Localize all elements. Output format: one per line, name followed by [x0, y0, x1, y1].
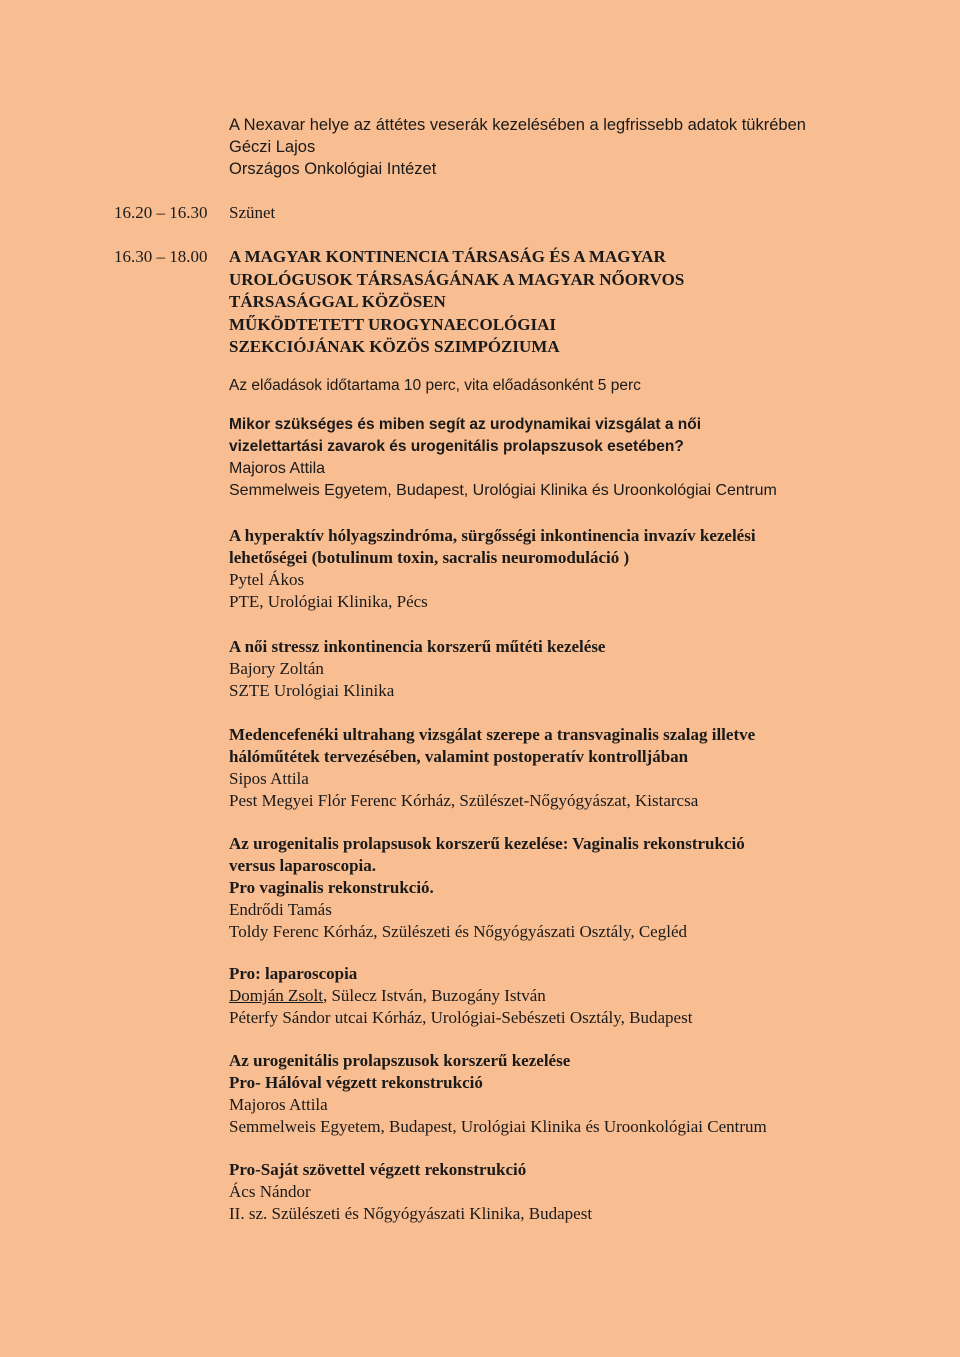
symposium-title-line: SZEKCIÓJÁNAK KÖZÖS SZIMPÓZIUMA — [229, 337, 560, 356]
talk-title: Pro vaginalis rekonstrukció. — [229, 878, 434, 897]
talk-speaker: Bajory Zoltán — [229, 659, 324, 678]
talk-speaker: Sipos Attila — [229, 769, 309, 788]
talk-item — [229, 963, 869, 1029]
talk-title: Pro: laparoscopia — [229, 964, 358, 983]
break-label — [229, 202, 929, 224]
symposium-title-line: UROLÓGUSOK TÁRSASÁGÁNAK A MAGYAR NŐORVOS — [229, 269, 685, 289]
talk-institution: Péterfy Sándor utcai Kórház, Urológiai-Sebészeti Osztály, Budapest — [229, 1008, 693, 1027]
talk-institution: II. sz. Szülészeti és Nőgyógyászati Klinika, Budapest — [229, 1204, 593, 1223]
talk-speaker: Majoros Attila — [229, 460, 326, 477]
symposium-title-line: A MAGYAR KONTINENCIA TÁRSASÁG ÉS A MAGYAR — [229, 247, 666, 266]
symposium-title-line: TÁRSASÁGGAL KÖZÖSEN — [229, 292, 446, 311]
symposium-note: Az előadások időtartama 10 perc, vita előadásonként 5 perc — [229, 377, 641, 394]
talk-item — [229, 724, 869, 812]
talk-title: Az urogenitális prolapszusok korszerű kezelése — [229, 1051, 571, 1070]
talk-title: A Nexavar helye az áttétes veserák kezelésében a legfrissebb adatok tükrében — [229, 116, 806, 134]
talk-item — [229, 1050, 869, 1138]
talk-title: Medencefenéki ultrahang vizsgálat szerepe a transvaginalis szalag illetve — [229, 725, 756, 744]
talk-title: Pro-Saját szövettel végzett rekonstrukció — [229, 1160, 527, 1179]
talk-speakers — [229, 985, 869, 1007]
intro-talk — [229, 114, 929, 180]
talk-speaker-coauthors: , Sülecz István, Buzogány István — [322, 986, 546, 1005]
talk-speaker: Géczi Lajos — [229, 138, 316, 156]
talk-title: Pro- Hálóval végzett rekonstrukció — [229, 1073, 483, 1092]
talk-title: Mikor szükséges és miben segít az urodynamikai vizsgálat a női — [229, 416, 702, 433]
talk-institution: Toldy Ferenc Kórház, Szülészeti és Nőgyógyászati Osztály, Cegléd — [229, 922, 687, 941]
talk-item — [229, 833, 869, 943]
talk-item — [229, 525, 869, 613]
talk-speaker: Majoros Attila — [229, 1095, 328, 1114]
talk-institution: SZTE Urológiai Klinika — [229, 681, 395, 700]
symposium-title-line: MŰKÖDTETETT UROGYNAECOLÓGIAI — [229, 314, 556, 334]
talk-item — [229, 414, 869, 502]
talk-institution: Semmelweis Egyetem, Budapest, Urológiai Klinika és Uroonkológiai Centrum — [229, 482, 777, 499]
talk-item — [229, 1159, 869, 1225]
talk-title: lehetőségei (botulinum toxin, sacralis neuromoduláció ) — [229, 548, 630, 567]
symposium-time: 16.30 – 18.00 — [114, 247, 208, 266]
talk-institution: Pest Megyei Flór Ferenc Kórház, Szülészet-Nőgyógyászat, Kistarcsa — [229, 791, 699, 810]
talk-title: versus laparoscopia. — [229, 856, 377, 875]
talk-speaker: Pytel Ákos — [229, 570, 305, 589]
talk-title: A női stressz inkontinencia korszerű műtéti kezelése — [229, 637, 606, 656]
talk-title: vizelettartási zavarok és urogenitális prolapszusok esetében? — [229, 438, 684, 455]
talk-title: hálóműtétek tervezésében, valamint postoperatív kontrolljában — [229, 747, 689, 766]
talk-speaker: Endrődi Tamás — [229, 900, 332, 919]
talk-item — [229, 636, 869, 702]
talk-speaker-presenting: Domján Zsolt — [229, 986, 323, 1005]
talk-speaker: Ács Nándor — [229, 1182, 311, 1201]
talk-institution: PTE, Urológiai Klinika, Pécs — [229, 592, 428, 611]
talk-institution: Országos Onkológiai Intézet — [229, 160, 437, 178]
break-label-text: Szünet — [229, 203, 276, 222]
symposium-title — [229, 246, 869, 359]
talk-institution: Semmelweis Egyetem, Budapest, Urológiai Klinika és Uroonkológiai Centrum — [229, 1117, 767, 1136]
break-time: 16.20 – 16.30 — [114, 203, 208, 222]
talk-title: A hyperaktív hólyagszindróma, sürgősségi inkontinencia invazív kezelési — [229, 526, 756, 545]
talk-title: Az urogenitalis prolapsusok korszerű kezelése: Vaginalis rekonstrukció — [229, 834, 745, 853]
